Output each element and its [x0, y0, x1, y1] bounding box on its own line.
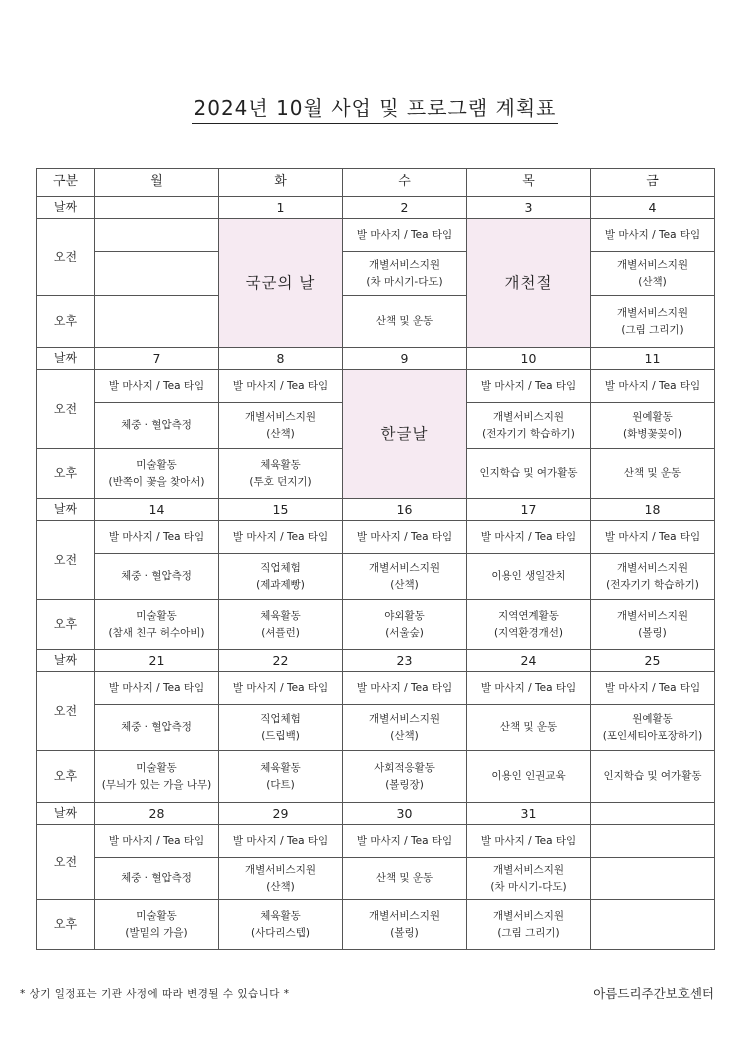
program-cell: 개별서비스지원 (차 마시기-다도) — [467, 858, 591, 900]
pm-row — [37, 751, 715, 803]
am-label: 오전 — [37, 370, 95, 449]
date-cell: 14 — [95, 499, 219, 521]
program-cell: 발 마사지 / Tea 타임 — [467, 370, 591, 403]
program-cell: 산책 및 운동 — [591, 449, 715, 499]
page-title — [0, 92, 750, 121]
program-cell: 이용인 인권교육 — [467, 751, 591, 803]
date-cell: 18 — [591, 499, 715, 521]
program-cell: 개별서비스지원 (볼링) — [343, 900, 467, 950]
page-title-text: 2024년 10월 사업 및 프로그램 계획표 — [192, 96, 559, 124]
date-cell: 4 — [591, 197, 715, 219]
program-cell: 체중 · 혈압측정 — [95, 403, 219, 449]
header-cell: 목 — [467, 169, 591, 197]
pm-row — [37, 900, 715, 950]
date-cell: 22 — [219, 650, 343, 672]
program-cell: 발 마사지 / Tea 타임 — [591, 219, 715, 252]
header-cell: 월 — [95, 169, 219, 197]
program-cell — [591, 858, 715, 900]
program-cell: 발 마사지 / Tea 타임 — [467, 672, 591, 705]
program-cell: 발 마사지 / Tea 타임 — [95, 672, 219, 705]
program-cell: 발 마사지 / Tea 타임 — [467, 521, 591, 554]
program-cell: 발 마사지 / Tea 타임 — [95, 825, 219, 858]
date-cell: 30 — [343, 803, 467, 825]
program-cell: 발 마사지 / Tea 타임 — [219, 672, 343, 705]
date-cell — [591, 803, 715, 825]
program-cell: 발 마사지 / Tea 타임 — [219, 521, 343, 554]
program-cell: 원예활동 (포인세티아포장하기) — [591, 705, 715, 751]
pm-label: 오후 — [37, 900, 95, 950]
program-cell: 체중 · 혈압측정 — [95, 858, 219, 900]
program-cell: 발 마사지 / Tea 타임 — [591, 672, 715, 705]
center-name: 아름드리주간보호센터 — [593, 986, 714, 1001]
program-cell: 미술활동 (반쪽이 꽃을 찾아서) — [95, 449, 219, 499]
program-cell: 산책 및 운동 — [343, 858, 467, 900]
date-row — [37, 803, 715, 825]
program-cell: 야외활동 (서울숲) — [343, 600, 467, 650]
program-cell: 원예활동 (화병꽃꽂이) — [591, 403, 715, 449]
program-cell: 발 마사지 / Tea 타임 — [219, 370, 343, 403]
date-cell: 7 — [95, 348, 219, 370]
program-cell: 미술활동 (발밑의 가을) — [95, 900, 219, 950]
pm-label: 오후 — [37, 449, 95, 499]
program-cell: 개별서비스지원 (그림 그리기) — [591, 296, 715, 348]
program-cell: 발 마사지 / Tea 타임 — [343, 825, 467, 858]
date-cell: 29 — [219, 803, 343, 825]
am-row — [37, 554, 715, 600]
program-cell: 발 마사지 / Tea 타임 — [343, 672, 467, 705]
program-cell: 개별서비스지원 (산책) — [219, 858, 343, 900]
program-cell: 체중 · 혈압측정 — [95, 705, 219, 751]
program-cell: 발 마사지 / Tea 타임 — [467, 825, 591, 858]
holiday-cell: 개천절 — [467, 219, 591, 348]
date-cell: 23 — [343, 650, 467, 672]
program-cell: 체중 · 혈압측정 — [95, 554, 219, 600]
program-cell: 체육활동 (투호 던지기) — [219, 449, 343, 499]
program-cell: 체육활동 (셔플런) — [219, 600, 343, 650]
header-cell: 구분 — [37, 169, 95, 197]
date-cell: 16 — [343, 499, 467, 521]
pm-row — [37, 296, 715, 348]
am-row — [37, 825, 715, 858]
date-cell: 8 — [219, 348, 343, 370]
date-row — [37, 197, 715, 219]
program-cell — [591, 900, 715, 950]
am-row — [37, 672, 715, 705]
program-cell: 산책 및 운동 — [343, 296, 467, 348]
program-cell: 발 마사지 / Tea 타임 — [343, 521, 467, 554]
program-cell — [95, 252, 219, 296]
date-label: 날짜 — [37, 803, 95, 825]
date-cell: 17 — [467, 499, 591, 521]
am-label: 오전 — [37, 219, 95, 296]
date-row — [37, 650, 715, 672]
program-cell — [95, 296, 219, 348]
date-cell: 11 — [591, 348, 715, 370]
program-cell: 체육활동 (사다리스텝) — [219, 900, 343, 950]
program-cell: 사회적응활동 (볼링장) — [343, 751, 467, 803]
program-cell: 인지학습 및 여가활동 — [591, 751, 715, 803]
date-cell: 28 — [95, 803, 219, 825]
am-label: 오전 — [37, 521, 95, 600]
header-cell: 화 — [219, 169, 343, 197]
program-cell: 지역연계활동 (지역환경개선) — [467, 600, 591, 650]
program-cell: 발 마사지 / Tea 타임 — [219, 825, 343, 858]
date-row — [37, 499, 715, 521]
am-row — [37, 370, 715, 403]
program-cell: 개별서비스지원 (볼링) — [591, 600, 715, 650]
program-cell: 개별서비스지원 (차 마시기-다도) — [343, 252, 467, 296]
date-cell: 31 — [467, 803, 591, 825]
program-cell: 개별서비스지원 (산책) — [343, 554, 467, 600]
program-cell: 발 마사지 / Tea 타임 — [95, 521, 219, 554]
footer-note: * 상기 일정표는 기관 사정에 따라 변경될 수 있습니다 * — [20, 988, 290, 1000]
program-cell: 미술활동 (무늬가 있는 가을 나무) — [95, 751, 219, 803]
program-cell: 인지학습 및 여가활동 — [467, 449, 591, 499]
date-cell: 21 — [95, 650, 219, 672]
program-cell: 직업체험 (제과제빵) — [219, 554, 343, 600]
program-cell: 직업체험 (드립백) — [219, 705, 343, 751]
pm-label: 오후 — [37, 600, 95, 650]
schedule-body — [37, 169, 715, 950]
date-cell: 1 — [219, 197, 343, 219]
program-cell: 체육활동 (다트) — [219, 751, 343, 803]
date-cell: 9 — [343, 348, 467, 370]
header-cell: 금 — [591, 169, 715, 197]
program-cell: 개별서비스지원 (산책) — [343, 705, 467, 751]
pm-label: 오후 — [37, 751, 95, 803]
program-cell: 산책 및 운동 — [467, 705, 591, 751]
am-row — [37, 705, 715, 751]
program-cell: 개별서비스지원 (전자기기 학습하기) — [591, 554, 715, 600]
program-cell: 발 마사지 / Tea 타임 — [343, 219, 467, 252]
date-label: 날짜 — [37, 650, 95, 672]
am-row — [37, 219, 715, 252]
program-cell: 발 마사지 / Tea 타임 — [591, 370, 715, 403]
date-cell: 2 — [343, 197, 467, 219]
header-cell: 수 — [343, 169, 467, 197]
am-label: 오전 — [37, 825, 95, 900]
program-cell: 개별서비스지원 (산책) — [591, 252, 715, 296]
program-cell: 발 마사지 / Tea 타임 — [591, 521, 715, 554]
date-cell — [95, 197, 219, 219]
header-row — [37, 169, 715, 197]
schedule-table — [36, 168, 715, 950]
am-row — [37, 858, 715, 900]
program-cell: 미술활동 (참새 친구 허수아비) — [95, 600, 219, 650]
date-cell: 10 — [467, 348, 591, 370]
program-cell: 이용인 생일잔치 — [467, 554, 591, 600]
program-cell — [95, 219, 219, 252]
program-cell: 개별서비스지원 (전자기기 학습하기) — [467, 403, 591, 449]
date-label: 날짜 — [37, 197, 95, 219]
am-label: 오전 — [37, 672, 95, 751]
pm-row — [37, 600, 715, 650]
date-label: 날짜 — [37, 499, 95, 521]
program-cell — [591, 825, 715, 858]
am-row — [37, 521, 715, 554]
date-cell: 25 — [591, 650, 715, 672]
am-row — [37, 252, 715, 296]
program-cell: 개별서비스지원 (산책) — [219, 403, 343, 449]
program-cell: 개별서비스지원 (그림 그리기) — [467, 900, 591, 950]
holiday-cell: 한글날 — [343, 370, 467, 499]
pm-label: 오후 — [37, 296, 95, 348]
date-cell: 3 — [467, 197, 591, 219]
date-row — [37, 348, 715, 370]
date-cell: 24 — [467, 650, 591, 672]
holiday-cell: 국군의 날 — [219, 219, 343, 348]
date-label: 날짜 — [37, 348, 95, 370]
date-cell: 15 — [219, 499, 343, 521]
program-cell: 발 마사지 / Tea 타임 — [95, 370, 219, 403]
